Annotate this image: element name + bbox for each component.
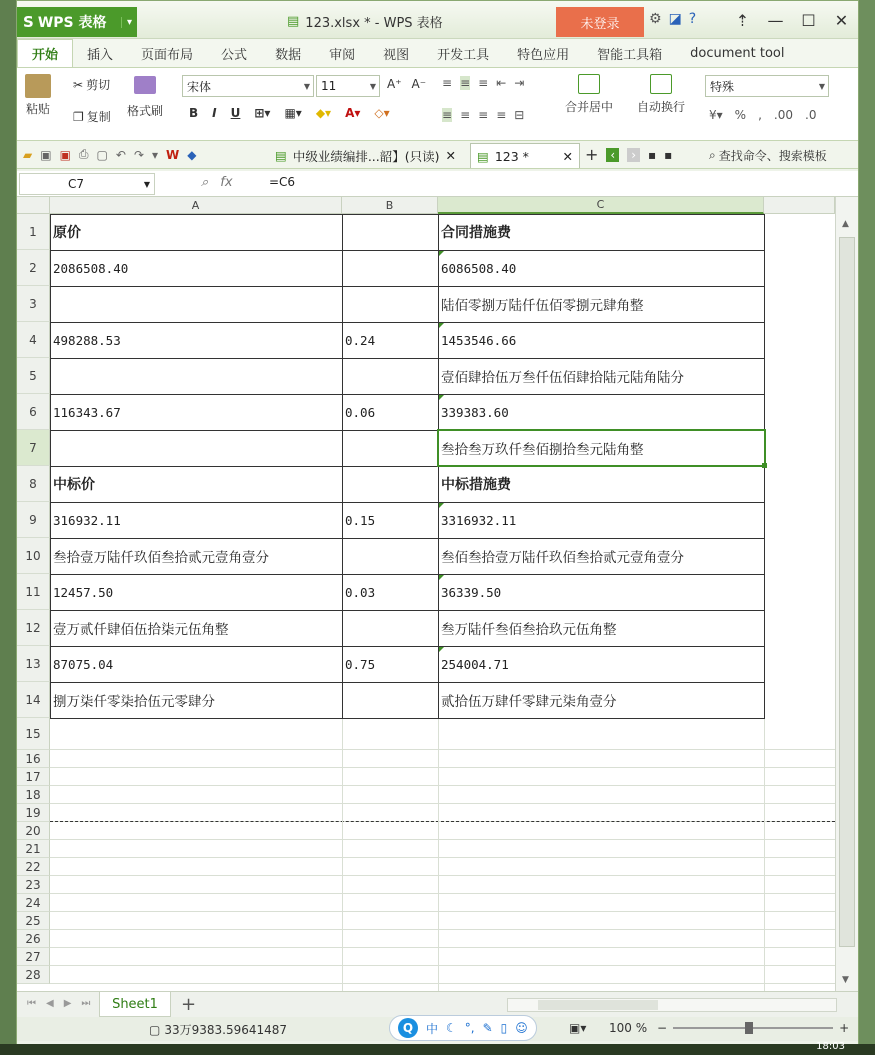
- underline-button[interactable]: U: [230, 106, 241, 120]
- table-cell[interactable]: 0.15: [345, 512, 376, 528]
- ribbon-toolbar: [17, 67, 858, 141]
- column-header-b[interactable]: B: [342, 197, 438, 214]
- number-as-text-indicator: [439, 575, 444, 580]
- zoom-formula-icon[interactable]: ⌕: [201, 175, 209, 190]
- tab-developer[interactable]: 开发工具: [437, 47, 490, 63]
- align-top-buttons: [442, 76, 524, 90]
- spreadsheet-grid[interactable]: [17, 197, 835, 991]
- print-preview-icon[interactable]: ▢: [96, 147, 108, 162]
- table-cell[interactable]: 116343.67: [53, 404, 121, 420]
- format-painter-button[interactable]: [127, 76, 163, 119]
- login-button[interactable]: 未登录: [556, 7, 644, 37]
- gridline: [50, 785, 835, 786]
- row-header[interactable]: 12: [17, 610, 50, 646]
- gridline: [50, 749, 835, 750]
- table-cell[interactable]: 叁万陆仟叁佰叁拾玖元伍角整: [441, 622, 617, 638]
- chevron-down-icon: ▼: [818, 81, 825, 91]
- column-header-c[interactable]: C: [438, 197, 764, 214]
- wps-logo-icon: S: [23, 13, 34, 31]
- table-cell[interactable]: 2086508.40: [53, 260, 129, 276]
- row-header[interactable]: 7: [17, 430, 50, 466]
- close-icon[interactable]: ✕: [834, 10, 849, 30]
- table-cell[interactable]: 0.06: [345, 404, 376, 420]
- zoom-level[interactable]: [609, 1021, 647, 1035]
- wrench-icon[interactable]: ✎: [482, 1021, 493, 1035]
- sheet-tab-sheet1[interactable]: Sheet1: [99, 992, 171, 1017]
- table-cell[interactable]: 贰拾伍万肆仟零肆元柒角壹分: [441, 694, 617, 710]
- undo-icon[interactable]: ↶: [115, 147, 126, 162]
- percent-button[interactable]: %: [734, 108, 747, 122]
- table-cell[interactable]: 87075.04: [53, 656, 114, 672]
- doc-tab-label: 123 *: [494, 148, 529, 164]
- row-header[interactable]: 1: [17, 214, 50, 250]
- fill-handle[interactable]: [762, 463, 767, 468]
- paste-icon: [25, 74, 51, 98]
- table-cell[interactable]: [342, 430, 438, 466]
- document-title: [287, 12, 443, 31]
- print-icon[interactable]: ⎙: [78, 147, 89, 161]
- table-cell[interactable]: 合同措施费: [441, 225, 511, 241]
- doc-tab-current[interactable]: [470, 143, 580, 168]
- zoom-value: 100 %: [609, 1021, 648, 1035]
- formula-icons: [201, 175, 233, 190]
- table-cell[interactable]: 3316932.11: [441, 512, 517, 528]
- bold-button[interactable]: B: [189, 106, 199, 120]
- sheet-tabs-bar: [17, 991, 858, 1017]
- title-icons: [649, 11, 696, 27]
- scroll-down-icon[interactable]: ▼: [842, 975, 849, 985]
- number-as-text-indicator: [439, 323, 444, 328]
- prev-tab-icon[interactable]: ‹: [606, 148, 619, 162]
- row-header[interactable]: 11: [17, 574, 50, 610]
- font-size-value: 11: [321, 79, 337, 93]
- formula-input[interactable]: =C6: [269, 175, 296, 189]
- number-buttons: [709, 108, 816, 122]
- table-cell[interactable]: 36339.50: [441, 584, 502, 600]
- number-format-select[interactable]: [705, 75, 829, 97]
- table-cell[interactable]: 叁佰叁拾壹万陆仟玖佰叁拾贰元壹角壹分: [441, 550, 684, 566]
- gridline: [50, 803, 835, 804]
- table-cell[interactable]: [50, 430, 342, 466]
- scissors-icon: ✂: [73, 77, 84, 92]
- windows-taskbar: [0, 1041, 875, 1055]
- row-header[interactable]: 18: [17, 786, 50, 804]
- wrap-text-label: 自动换行: [637, 100, 686, 114]
- table-cell[interactable]: 0.75: [345, 656, 376, 672]
- number-as-text-indicator: [439, 503, 444, 508]
- chevron-down-icon: ▼: [303, 81, 310, 91]
- table-border: [50, 610, 765, 611]
- desktop-left: [0, 0, 16, 1055]
- copy-icon: ❐: [73, 109, 84, 124]
- search-command-label: 查找命令、搜索模板: [718, 149, 827, 163]
- fx-icon[interactable]: fx: [220, 175, 233, 190]
- restore-ribbon-icon[interactable]: ⇡: [735, 10, 750, 30]
- first-sheet-icon[interactable]: ⏮: [27, 998, 36, 1009]
- close-tab-icon[interactable]: ✕: [562, 148, 573, 164]
- wps-logo-small-icon[interactable]: W: [166, 147, 180, 162]
- window-list-icon[interactable]: ▪: [648, 147, 657, 162]
- row-header[interactable]: 19: [17, 804, 50, 822]
- document-title-text: 123.xlsx * - WPS 表格: [305, 16, 443, 31]
- table-cell[interactable]: 陆佰零捌万陆仟伍佰零捌元肆角整: [441, 298, 644, 314]
- punct-icon[interactable]: °,: [464, 1021, 475, 1035]
- table-cell[interactable]: [342, 682, 438, 718]
- doc-tab-readonly[interactable]: [269, 143, 462, 168]
- new-tab-icon[interactable]: +: [585, 145, 599, 164]
- wrap-icon: [650, 74, 672, 94]
- cell-style-icon[interactable]: ▦▾: [284, 106, 302, 120]
- table-cell[interactable]: 中标措施费: [441, 477, 511, 493]
- row-header[interactable]: 22: [17, 858, 50, 876]
- settings-icon[interactable]: ⚙: [649, 11, 662, 27]
- tab-toolbox[interactable]: 智能工具箱: [597, 47, 663, 63]
- table-border: [50, 502, 765, 503]
- thousands-icon[interactable]: ,: [758, 108, 762, 122]
- table-border: [50, 394, 765, 395]
- align-right-icon[interactable]: ≡: [478, 108, 489, 122]
- row-header[interactable]: 26: [17, 930, 50, 948]
- distribute-icon[interactable]: ⊟: [514, 108, 525, 122]
- row-header[interactable]: 3: [17, 286, 50, 322]
- align-top-icon[interactable]: ≡: [442, 76, 453, 90]
- ribbon-tabs: [17, 39, 858, 67]
- gridline: [50, 947, 835, 948]
- table-cell[interactable]: [342, 538, 438, 574]
- search-icon: ⌕: [709, 148, 716, 162]
- table-cell[interactable]: 叁拾壹万陆仟玖佰叁拾贰元壹角壹分: [53, 550, 269, 566]
- tab-review[interactable]: 审阅: [329, 47, 356, 63]
- grow-font-icon[interactable]: A⁺: [387, 77, 402, 91]
- export-pdf-icon[interactable]: ▣: [59, 147, 71, 162]
- font-name-select[interactable]: [182, 75, 314, 97]
- name-box[interactable]: [19, 173, 155, 195]
- fill-color-icon[interactable]: ◆▾: [315, 106, 332, 120]
- gridline: [50, 893, 835, 894]
- gridline: [50, 875, 835, 876]
- next-sheet-icon[interactable]: ▶: [63, 998, 72, 1009]
- table-cell[interactable]: [342, 466, 438, 502]
- title-bar: [17, 1, 858, 39]
- table-cell[interactable]: 0.24: [345, 332, 376, 348]
- justify-icon[interactable]: ≡: [496, 108, 507, 122]
- number-format-value: 特殊: [710, 79, 735, 94]
- table-border: [50, 646, 765, 647]
- row-header[interactable]: 14: [17, 682, 50, 718]
- currency-icon[interactable]: ¥▾: [709, 108, 723, 122]
- merge-center-button[interactable]: [565, 74, 613, 115]
- next-tab-icon[interactable]: ›: [627, 148, 640, 162]
- search-command[interactable]: [709, 147, 827, 164]
- table-cell[interactable]: 316932.11: [53, 512, 121, 528]
- row-header[interactable]: 25: [17, 912, 50, 930]
- clipboard-icon[interactable]: ▯: [500, 1021, 508, 1035]
- row-header[interactable]: 5: [17, 358, 50, 394]
- table-border: [50, 286, 765, 287]
- table-cell[interactable]: 498288.53: [53, 332, 121, 348]
- gridline: [50, 929, 835, 930]
- font-color-icon[interactable]: A▾: [345, 106, 361, 120]
- brush-icon: [134, 76, 156, 94]
- horizontal-scrollbar[interactable]: [507, 998, 837, 1012]
- status-sum-value: 33万9383.59641487: [164, 1023, 288, 1037]
- gridline: [50, 983, 835, 984]
- last-sheet-icon[interactable]: ⏭: [81, 998, 91, 1009]
- align-left-icon[interactable]: ≡: [442, 108, 453, 122]
- column-header-empty[interactable]: [764, 197, 835, 214]
- row-header[interactable]: 20: [17, 822, 50, 840]
- shrink-font-icon[interactable]: A⁻: [411, 77, 427, 91]
- indent-decrease-icon[interactable]: ⇤: [496, 76, 507, 90]
- wrap-text-button[interactable]: [637, 74, 685, 115]
- close-tab-icon[interactable]: ✕: [445, 148, 456, 163]
- status-sum: [149, 1021, 287, 1038]
- maximize-icon[interactable]: ☐: [801, 10, 816, 30]
- feedback-icon[interactable]: ▪: [664, 147, 673, 162]
- gridline: [50, 767, 835, 768]
- tab-home[interactable]: 开始: [17, 39, 73, 67]
- tab-page-layout[interactable]: 页面布局: [141, 47, 194, 63]
- table-border: [50, 250, 765, 251]
- chevron-down-icon[interactable]: ▼: [143, 179, 150, 189]
- zoom-out-icon[interactable]: −: [657, 1021, 668, 1035]
- gridline: [50, 911, 835, 912]
- redo-icon[interactable]: ↷: [133, 147, 144, 162]
- row-header[interactable]: 4: [17, 322, 50, 358]
- copy-button[interactable]: [73, 108, 111, 125]
- table-border: [50, 538, 765, 539]
- row-header[interactable]: 2: [17, 250, 50, 286]
- tab-formula[interactable]: 公式: [221, 47, 248, 63]
- font-size-select[interactable]: [316, 75, 380, 97]
- align-bottom-icon[interactable]: ≡: [478, 76, 489, 90]
- font-size-buttons: [387, 77, 426, 91]
- number-as-text-indicator: [439, 395, 444, 400]
- table-cell[interactable]: 0.03: [345, 584, 376, 600]
- align-middle-icon[interactable]: ≡: [460, 76, 471, 90]
- format-painter-label: 格式刷: [127, 104, 164, 118]
- font-style-buttons: [189, 106, 390, 120]
- formula-bar: [17, 171, 858, 197]
- chevron-down-icon: ▼: [369, 81, 376, 91]
- taskbar-clock: 18:03: [816, 1041, 845, 1052]
- quick-access-toolbar: [23, 147, 197, 162]
- align-center-icon[interactable]: ≡: [460, 108, 471, 122]
- row-header[interactable]: 13: [17, 646, 50, 682]
- increase-decimal-icon[interactable]: .00: [773, 108, 793, 122]
- table-cell[interactable]: [342, 610, 438, 646]
- scroll-up-icon[interactable]: ▲: [842, 219, 849, 229]
- row-header[interactable]: 10: [17, 538, 50, 574]
- zoom-slider[interactable]: [657, 1021, 849, 1035]
- merge-icon: [578, 74, 600, 94]
- chevron-down-icon[interactable]: ▾: [121, 17, 137, 28]
- table-cell[interactable]: 捌万柒仟零柒拾伍元零肆分: [53, 694, 215, 710]
- status-bar: [17, 1017, 858, 1041]
- doc-tab-label: 中级业绩编排...韶】(只读): [292, 148, 440, 164]
- tab-document-tool[interactable]: document tool: [690, 45, 785, 61]
- file-icon: ▤: [287, 14, 300, 29]
- desktop-right: [859, 0, 875, 1055]
- row-header[interactable]: 6: [17, 394, 50, 430]
- table-border: [50, 214, 765, 215]
- row-header[interactable]: 24: [17, 894, 50, 912]
- view-mode-icon[interactable]: ▣▾: [569, 1021, 587, 1035]
- view-buttons: [569, 1021, 586, 1035]
- wps-app-label: WPS 表格: [37, 15, 107, 31]
- tab-insert[interactable]: 插入: [87, 47, 114, 63]
- row-header[interactable]: 16: [17, 750, 50, 768]
- table-cell[interactable]: [342, 250, 438, 286]
- help-icon[interactable]: ?: [688, 11, 697, 27]
- tab-data[interactable]: 数据: [275, 47, 302, 63]
- table-cell[interactable]: [342, 358, 438, 394]
- ime-mode[interactable]: 中: [426, 1021, 439, 1036]
- cube-icon[interactable]: ◆: [187, 147, 197, 162]
- number-as-text-indicator: [439, 251, 444, 256]
- decrease-decimal-icon[interactable]: .0: [805, 108, 817, 122]
- number-as-text-indicator: [439, 647, 444, 652]
- table-cell[interactable]: [342, 214, 438, 250]
- table-cell[interactable]: 壹万贰仟肆佰伍拾柒元伍角整: [53, 622, 229, 638]
- page-break-line: [50, 821, 835, 822]
- zoom-in-icon[interactable]: +: [839, 1021, 850, 1035]
- table-border: [50, 574, 765, 575]
- paste-button[interactable]: [25, 74, 51, 117]
- table-cell[interactable]: 254004.71: [441, 656, 509, 672]
- sogou-icon: Q: [398, 1018, 418, 1038]
- clear-icon[interactable]: ◇▾: [374, 106, 390, 120]
- row-header[interactable]: 15: [17, 718, 50, 750]
- open-icon[interactable]: ▰: [23, 147, 33, 162]
- customize-icon[interactable]: ▾: [152, 147, 159, 162]
- gridline: [50, 839, 835, 840]
- tab-view[interactable]: 视图: [383, 47, 410, 63]
- font-name-value: 宋体: [187, 79, 212, 94]
- tab-nav: [585, 145, 672, 164]
- minimize-icon[interactable]: —: [767, 10, 784, 30]
- row-header[interactable]: 28: [17, 966, 50, 984]
- prev-sheet-icon[interactable]: ◀: [46, 998, 54, 1009]
- border-icon[interactable]: ⊞▾: [254, 106, 271, 120]
- tab-special[interactable]: 特色应用: [517, 47, 570, 63]
- table-cell[interactable]: 原价: [53, 225, 81, 241]
- cut-label: 剪切: [86, 78, 111, 92]
- table-border: [50, 718, 765, 719]
- add-sheet-icon[interactable]: +: [181, 994, 197, 1015]
- italic-button[interactable]: I: [212, 106, 217, 120]
- h-scroll-thumb[interactable]: [538, 1000, 658, 1010]
- scroll-thumb[interactable]: [839, 237, 855, 947]
- file-icon: ▤: [477, 148, 489, 164]
- copy-label: 复制: [86, 110, 111, 124]
- row-header[interactable]: 17: [17, 768, 50, 786]
- indent-increase-icon[interactable]: ⇥: [514, 76, 525, 90]
- merge-center-label: 合并居中: [565, 100, 614, 114]
- row-header[interactable]: 27: [17, 948, 50, 966]
- align-horizontal-buttons: [442, 108, 524, 122]
- table-border: [50, 322, 765, 323]
- row-header[interactable]: 21: [17, 840, 50, 858]
- sum-icon: ▢: [149, 1022, 161, 1037]
- zoom-thumb[interactable]: [745, 1022, 753, 1034]
- table-border: [50, 358, 765, 359]
- wps-menu-button[interactable]: [17, 7, 137, 37]
- gridline: [50, 857, 835, 858]
- table-cell[interactable]: 1453546.66: [441, 332, 517, 348]
- table-cell[interactable]: [342, 286, 438, 322]
- selected-cell-c7[interactable]: [437, 429, 766, 467]
- skin-icon[interactable]: ◪: [668, 11, 682, 27]
- vertical-scrollbar[interactable]: [835, 197, 858, 991]
- select-all-corner[interactable]: [17, 197, 50, 214]
- gridline: [50, 965, 835, 966]
- paste-label: 粘贴: [25, 102, 50, 116]
- row-header[interactable]: 23: [17, 876, 50, 894]
- table-cell[interactable]: 6086508.40: [441, 260, 517, 276]
- table-cell[interactable]: 12457.50: [53, 584, 114, 600]
- table-cell[interactable]: 叁拾叁万玖仟叁佰捌拾叁元陆角整: [441, 442, 644, 458]
- save-icon[interactable]: ▣: [40, 147, 52, 162]
- row-header[interactable]: 9: [17, 502, 50, 538]
- table-cell[interactable]: 壹佰肆拾伍万叁仟伍佰肆拾陆元陆角陆分: [441, 370, 684, 386]
- smile-icon[interactable]: ☺: [515, 1021, 528, 1035]
- zoom-track[interactable]: [673, 1027, 833, 1029]
- file-icon: ▤: [275, 148, 287, 163]
- moon-icon[interactable]: ☾: [446, 1021, 457, 1035]
- sheet-nav: [27, 998, 90, 1009]
- row-header[interactable]: 8: [17, 466, 50, 502]
- document-tabs-bar: [17, 141, 858, 169]
- table-cell[interactable]: [50, 286, 342, 322]
- wps-window: [16, 0, 859, 1045]
- cell-reference: C7: [68, 177, 85, 191]
- ime-toolbar[interactable]: [389, 1015, 537, 1041]
- column-header-a[interactable]: A: [50, 197, 342, 214]
- table-border: [50, 682, 765, 683]
- table-cell[interactable]: 中标价: [53, 477, 95, 493]
- table-cell[interactable]: [50, 358, 342, 394]
- window-controls: [726, 5, 858, 35]
- cut-button[interactable]: [73, 76, 110, 93]
- table-cell[interactable]: 339383.60: [441, 404, 509, 420]
